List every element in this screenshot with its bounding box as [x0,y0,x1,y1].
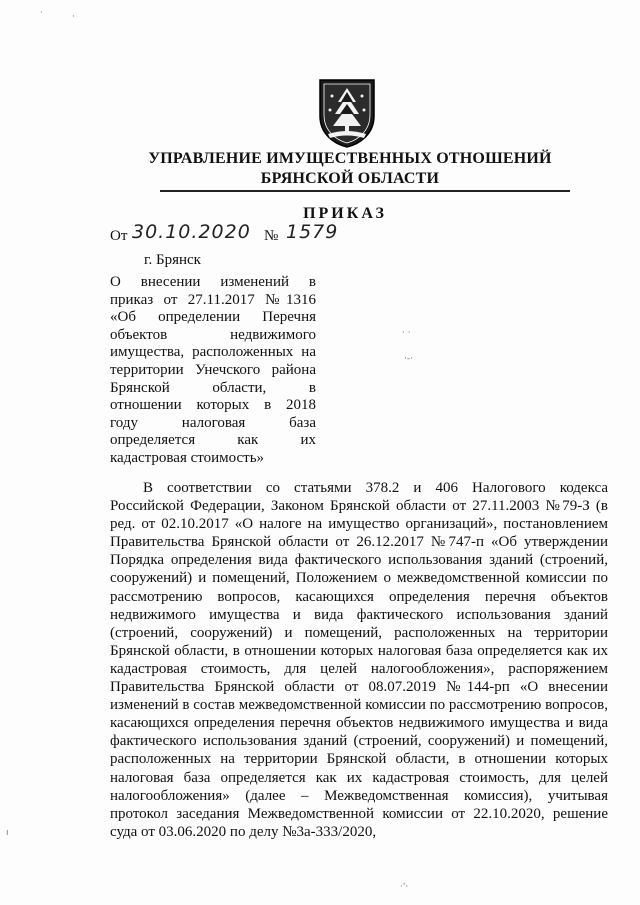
scan-speck: ·'· [400,882,409,892]
body-line: изменений в состав межведомственной комиссии по рассмотрению вопросов, [110,697,608,714]
organization-name-line2: БРЯНСКОЙ ОБЛАСТИ [260,170,440,187]
body-line: кадастровая стоимость, для целей налогообложения», распоряжением [110,660,608,677]
body-line: недвижимого имущества и вида фактического использования зданий [110,606,608,623]
body-line: ред. от 02.10.2017 «О налоге на имущество организаций», постановлением [110,516,608,533]
body-line: касающихся определения перечня объектов недвижимого имущества и вида [110,715,608,732]
organization-name-line1: УПРАВЛЕНИЕ ИМУЩЕСТВЕННЫХ ОТНОШЕНИЙ [148,150,552,167]
coat-of-arms-emblem [316,76,378,148]
subject-line: году налоговая база [110,414,316,431]
subject-line: Брянской области, в [110,379,316,396]
subject-line: объектов недвижимого [110,326,316,343]
subject-line: «Об определении Перечня [110,309,316,326]
body-line: В соответствии со статьями 378.2 и 406 Налогового кодекса [143,480,608,496]
scan-speck: · [40,8,43,18]
scan-speck: ı [6,828,9,838]
body-line: фактического использования зданий (строений, сооружений) и помещений, [110,733,608,750]
body-line: налогообложения» (далее – Межведомственная комиссия), учитывая [110,787,608,804]
date-prefix: От [110,228,128,244]
header-divider [160,190,570,192]
body-line: Российской Федерации, Законом Брянской области от 27.11.2003 №79-З (в [110,498,608,515]
body-line: протокол заседания Межведомственной комиссии от 22.10.2020, решение [110,805,608,822]
subject-line: территории Унечского района [110,361,316,378]
subject-line: отношении которых в 2018 [110,397,316,414]
handwritten-number: 1579 [286,221,339,243]
number-prefix: № [264,228,279,244]
document-title: ПРИКАЗ [303,205,387,222]
body-line: налоговая база определяется как их кадастровая стоимость, для целей [110,769,608,786]
subject-line: приказ от 27.11.2017 №1316 [110,291,316,308]
body-line: Порядка определения вида фактического использования зданий (строений, [110,552,608,569]
handwritten-date: 30.10.2020 [132,221,251,243]
subject-line: имущества, расположенных на [110,344,316,361]
scan-speck: ·-· [404,354,413,364]
city: г. Брянск [144,252,201,268]
order-body [110,479,608,841]
body-line: суда от 03.06.2020 по делу №3а-333/2020, [110,823,377,840]
body-line: Правительства Брянской области от 26.12.2017 №747-п «Об утверждении [110,534,608,551]
subject-line: кадастровая стоимость» [110,449,265,466]
order-subject [110,274,316,468]
scan-speck: · · [402,328,411,338]
subject-line: О внесении изменений в [110,274,316,290]
body-line: сооружений) и помещений, Положением о межведомственной комиссии по [110,570,608,587]
body-line: Правительства Брянской области от 08.07.2019 №144-рп «О внесении [110,679,608,696]
body-line: Брянской области, в отношении которых налоговая база определяется как их [110,642,608,659]
body-line: рассмотрению вопросов, касающихся определения перечня объектов [110,588,608,605]
subject-line: определяется как их [110,432,316,449]
body-line: (строений, сооружений) и помещений, расположенных на территории [110,624,608,641]
scan-speck: · [72,12,75,22]
body-line: расположенных на территории Брянской области, в отношении которых [110,751,608,768]
